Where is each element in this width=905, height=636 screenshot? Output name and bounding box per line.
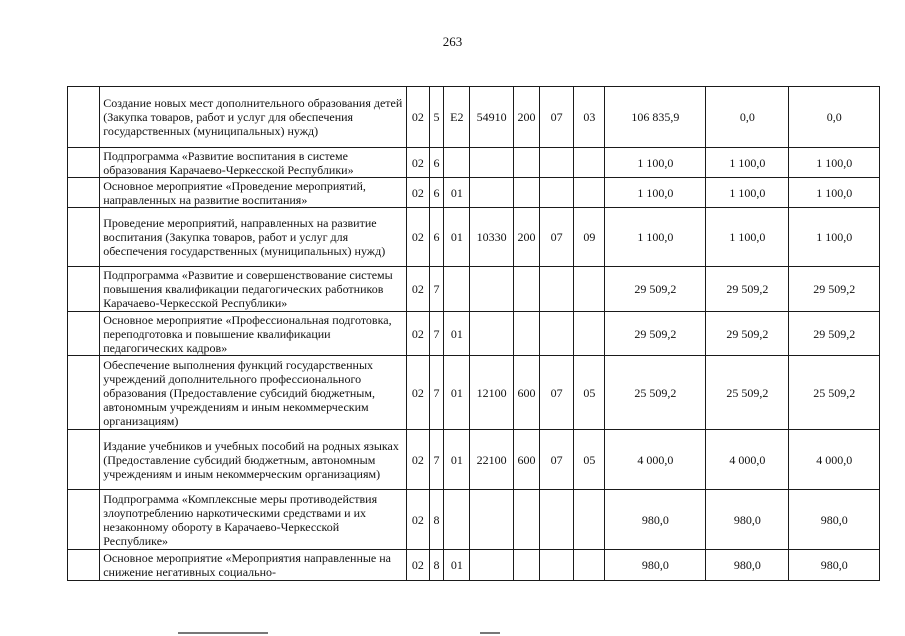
code-program: 02 bbox=[406, 178, 429, 208]
scan-artifact-line bbox=[178, 632, 268, 634]
code-direction bbox=[470, 267, 514, 312]
code-section bbox=[539, 178, 573, 208]
table-row bbox=[68, 148, 880, 178]
amount-year-1: 4 000,0 bbox=[605, 430, 706, 490]
amount-year-3: 29 509,2 bbox=[789, 312, 880, 356]
row-name: Создание новых мест дополнительного образования детей (Закупка товаров, работ и услуг для обеспечения государственных (муниципальных) нужд) bbox=[100, 87, 407, 148]
amount-year-1: 980,0 bbox=[605, 550, 706, 581]
code-event: 01 bbox=[444, 430, 470, 490]
code-expense-type bbox=[513, 550, 539, 581]
code-expense-type bbox=[513, 312, 539, 356]
code-section bbox=[539, 550, 573, 581]
amount-year-2: 4 000,0 bbox=[706, 430, 789, 490]
code-expense-type bbox=[513, 178, 539, 208]
row-name: Основное мероприятие «Профессиональная подготовка, переподготовка и повышение квалификации педагогических кадров» bbox=[100, 312, 407, 356]
table-row bbox=[68, 356, 880, 430]
amount-year-2: 0,0 bbox=[706, 87, 789, 148]
row-blank-cell bbox=[68, 208, 100, 267]
code-expense-type: 200 bbox=[513, 87, 539, 148]
code-expense-type: 200 bbox=[513, 208, 539, 267]
code-subprogram: 6 bbox=[429, 148, 444, 178]
code-event bbox=[444, 267, 470, 312]
code-direction bbox=[470, 490, 514, 550]
amount-year-3: 980,0 bbox=[789, 490, 880, 550]
code-direction: 22100 bbox=[470, 430, 514, 490]
amount-year-2: 1 100,0 bbox=[706, 208, 789, 267]
amount-year-3: 25 509,2 bbox=[789, 356, 880, 430]
code-event bbox=[444, 490, 470, 550]
code-subprogram: 6 bbox=[429, 178, 444, 208]
code-expense-type bbox=[513, 267, 539, 312]
amount-year-1: 1 100,0 bbox=[605, 148, 706, 178]
row-blank-cell bbox=[68, 87, 100, 148]
code-subprogram: 8 bbox=[429, 490, 444, 550]
code-program: 02 bbox=[406, 267, 429, 312]
code-expense-type bbox=[513, 490, 539, 550]
amount-year-1: 29 509,2 bbox=[605, 267, 706, 312]
amount-year-3: 1 100,0 bbox=[789, 208, 880, 267]
code-subsection bbox=[574, 148, 605, 178]
amount-year-2: 980,0 bbox=[706, 550, 789, 581]
code-event bbox=[444, 148, 470, 178]
amount-year-1: 1 100,0 bbox=[605, 178, 706, 208]
code-event: 01 bbox=[444, 208, 470, 267]
table-row bbox=[68, 430, 880, 490]
code-direction: 54910 bbox=[470, 87, 514, 148]
code-program: 02 bbox=[406, 490, 429, 550]
code-event: Е2 bbox=[444, 87, 470, 148]
code-direction: 10330 bbox=[470, 208, 514, 267]
row-blank-cell bbox=[68, 178, 100, 208]
code-section bbox=[539, 490, 573, 550]
row-blank-cell bbox=[68, 356, 100, 430]
code-event: 01 bbox=[444, 356, 470, 430]
code-subsection: 09 bbox=[574, 208, 605, 267]
code-section: 07 bbox=[539, 208, 573, 267]
code-program: 02 bbox=[406, 550, 429, 581]
scan-artifact-line bbox=[480, 632, 500, 634]
code-subprogram: 7 bbox=[429, 312, 444, 356]
code-subsection bbox=[574, 312, 605, 356]
row-blank-cell bbox=[68, 490, 100, 550]
table-row bbox=[68, 178, 880, 208]
code-event: 01 bbox=[444, 312, 470, 356]
code-subprogram: 6 bbox=[429, 208, 444, 267]
code-subprogram: 7 bbox=[429, 430, 444, 490]
code-event: 01 bbox=[444, 178, 470, 208]
code-program: 02 bbox=[406, 312, 429, 356]
row-name: Подпрограмма «Развитие воспитания в системе образования Карачаево-Черкесской Республики» bbox=[100, 148, 407, 178]
amount-year-3: 1 100,0 bbox=[789, 148, 880, 178]
code-subprogram: 7 bbox=[429, 356, 444, 430]
row-name: Проведение мероприятий, направленных на развитие воспитания (Закупка товаров, работ и услуг для обеспечения государственных (муниципальных) нужд) bbox=[100, 208, 407, 267]
amount-year-2: 980,0 bbox=[706, 490, 789, 550]
table-row bbox=[68, 87, 880, 148]
row-name: Подпрограмма «Развитие и совершенствование системы повышения квалификации педагогических работников Карачаево-Черкесской Республики» bbox=[100, 267, 407, 312]
code-section bbox=[539, 312, 573, 356]
amount-year-2: 25 509,2 bbox=[706, 356, 789, 430]
row-blank-cell bbox=[68, 148, 100, 178]
row-blank-cell bbox=[68, 312, 100, 356]
code-direction bbox=[470, 148, 514, 178]
code-program: 02 bbox=[406, 148, 429, 178]
amount-year-3: 4 000,0 bbox=[789, 430, 880, 490]
row-blank-cell bbox=[68, 430, 100, 490]
amount-year-2: 1 100,0 bbox=[706, 178, 789, 208]
code-direction: 12100 bbox=[470, 356, 514, 430]
amount-year-3: 980,0 bbox=[789, 550, 880, 581]
code-subsection bbox=[574, 490, 605, 550]
code-program: 02 bbox=[406, 208, 429, 267]
code-expense-type bbox=[513, 148, 539, 178]
code-direction bbox=[470, 178, 514, 208]
amount-year-1: 106 835,9 bbox=[605, 87, 706, 148]
code-expense-type: 600 bbox=[513, 430, 539, 490]
code-section bbox=[539, 148, 573, 178]
amount-year-1: 29 509,2 bbox=[605, 312, 706, 356]
code-section: 07 bbox=[539, 356, 573, 430]
code-program: 02 bbox=[406, 430, 429, 490]
amount-year-2: 29 509,2 bbox=[706, 312, 789, 356]
row-blank-cell bbox=[68, 550, 100, 581]
row-name: Издание учебников и учебных пособий на родных языках (Предоставление субсидий бюджетным, автономным учреждениям и иным некоммерческим организациям) bbox=[100, 430, 407, 490]
amount-year-2: 29 509,2 bbox=[706, 267, 789, 312]
code-subsection bbox=[574, 178, 605, 208]
table-row bbox=[68, 267, 880, 312]
row-name: Основное мероприятие «Мероприятия направленные на снижение негативных социально- bbox=[100, 550, 407, 581]
amount-year-1: 980,0 bbox=[605, 490, 706, 550]
amount-year-3: 1 100,0 bbox=[789, 178, 880, 208]
code-subsection: 05 bbox=[574, 356, 605, 430]
code-subsection bbox=[574, 550, 605, 581]
code-event: 01 bbox=[444, 550, 470, 581]
code-section: 07 bbox=[539, 430, 573, 490]
code-section bbox=[539, 267, 573, 312]
code-subprogram: 5 bbox=[429, 87, 444, 148]
table-row bbox=[68, 490, 880, 550]
code-section: 07 bbox=[539, 87, 573, 148]
row-name: Основное мероприятие «Проведение мероприятий, направленных на развитие воспитания» bbox=[100, 178, 407, 208]
row-name: Подпрограмма «Комплексные меры противодействия злоупотреблению наркотическими средствами и их незаконному обороту в Карачаево-Черкесской Республике» bbox=[100, 490, 407, 550]
table-row bbox=[68, 312, 880, 356]
code-subsection: 05 bbox=[574, 430, 605, 490]
row-name: Обеспечение выполнения функций государственных учреждений дополнительного профессионального образования (Предоставление субсидий бюджетным, автономным учреждениям и иным некоммерческим организациям) bbox=[100, 356, 407, 430]
amount-year-1: 1 100,0 bbox=[605, 208, 706, 267]
amount-year-1: 25 509,2 bbox=[605, 356, 706, 430]
code-subprogram: 7 bbox=[429, 267, 444, 312]
budget-table bbox=[67, 86, 880, 581]
row-blank-cell bbox=[68, 267, 100, 312]
code-direction bbox=[470, 550, 514, 581]
code-program: 02 bbox=[406, 356, 429, 430]
amount-year-3: 0,0 bbox=[789, 87, 880, 148]
code-direction bbox=[470, 312, 514, 356]
code-program: 02 bbox=[406, 87, 429, 148]
table-row bbox=[68, 550, 880, 581]
code-expense-type: 600 bbox=[513, 356, 539, 430]
page-number: 263 bbox=[442, 34, 463, 49]
amount-year-2: 1 100,0 bbox=[706, 148, 789, 178]
code-subsection: 03 bbox=[574, 87, 605, 148]
table-row bbox=[68, 208, 880, 267]
code-subsection bbox=[574, 267, 605, 312]
code-subprogram: 8 bbox=[429, 550, 444, 581]
amount-year-3: 29 509,2 bbox=[789, 267, 880, 312]
